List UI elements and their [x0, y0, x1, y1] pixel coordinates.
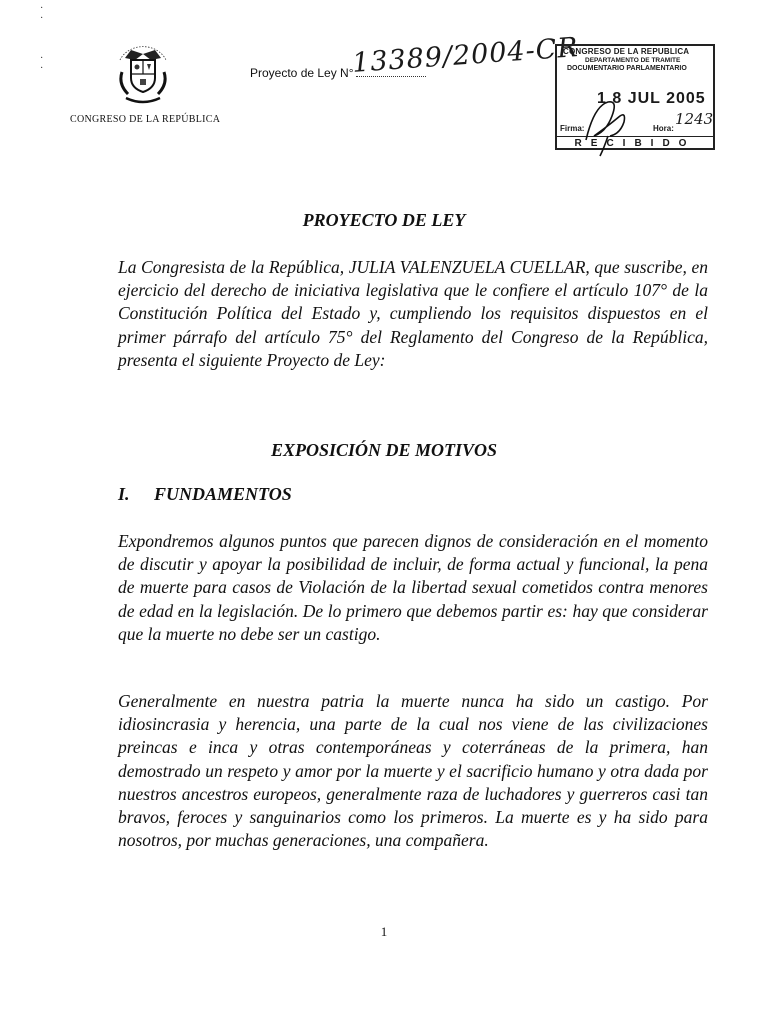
stamp-line-3: DOCUMENTARIO PARLAMENTARIO [567, 65, 687, 72]
document-title: PROYECTO DE LEY [302, 210, 466, 230]
handwritten-bill-number: 13389/2004-CR [351, 32, 580, 79]
stamp-received: RECIBIDO [557, 136, 713, 149]
section-title: EXPOSICIÓN DE MOTIVOS [270, 440, 498, 460]
body-paragraph-1: Expondremos algunos puntos que parecen dignos de consideración en el momento de discutir y apoyar la posibilidad de incluir, de forma actual y funcional, la pena de muerte para casos de Violación de la libertad sexual cometidos contra menores de edad en la legislación. De lo primero que debemos partir es: hay que considerar que la muerte no debe ser un castigo. [118, 531, 708, 644]
stamp-hora-label: Hora: [653, 124, 674, 133]
scan-edge-marks: · · · · [40, 3, 44, 74]
stamp-line-1: CONGRESO DE LA REPUBLICA [563, 47, 690, 56]
institution-name: CONGRESO DE LA REPÚBLICA [70, 114, 221, 125]
stamp-firma-label: Firma: [560, 124, 585, 133]
intro-paragraph: La Congresista de la República, JULIA VALENZUELA CUELLAR, que suscribe, en ejercicio del derecho de iniciativa legislativa que le confiere el artículo 107° de la Constitución Política del Estado y, cumpliendo los requisitos dispuestos en el primer párrafo del artículo 75° del Reglamento del Congreso de la República, presenta el siguiente Proyecto de Ley: [118, 257, 708, 370]
subsection-number: I. [118, 484, 130, 504]
subsection-title: FUNDAMENTOS [154, 484, 292, 504]
stamp-hora-value: 1243 [675, 110, 714, 128]
subsection-heading [118, 484, 292, 505]
body-paragraph-2: Generalmente en nuestra patria la muerte nunca ha sido un castigo. Por idiosincrasia y herencia, una parte de la cual nos viene de las civilizaciones preincas e inca y otras contemporáneas y coterráneas de la primera, han demostrado un respeto y amor por la muerte y el sacrificio humano y otra dada por nuestros ancestros europeos, generalmente raza de luchadores y guerreros casi tan bravos, feroces y sanguinarios como los primeros. La muerte es y ha sido para nosotros, por muchas generaciones, una compañera. [118, 691, 708, 851]
bill-number-label: Proyecto de Ley N° [250, 66, 354, 80]
page-number: 1 [380, 924, 388, 939]
handwritten-signature [580, 96, 640, 158]
coat-of-arms-seal [112, 38, 174, 108]
stamp-line-2: DEPARTAMENTO DE TRAMITE [585, 57, 681, 64]
stamp-date: 1 8 JUL 2005 [597, 90, 706, 107]
